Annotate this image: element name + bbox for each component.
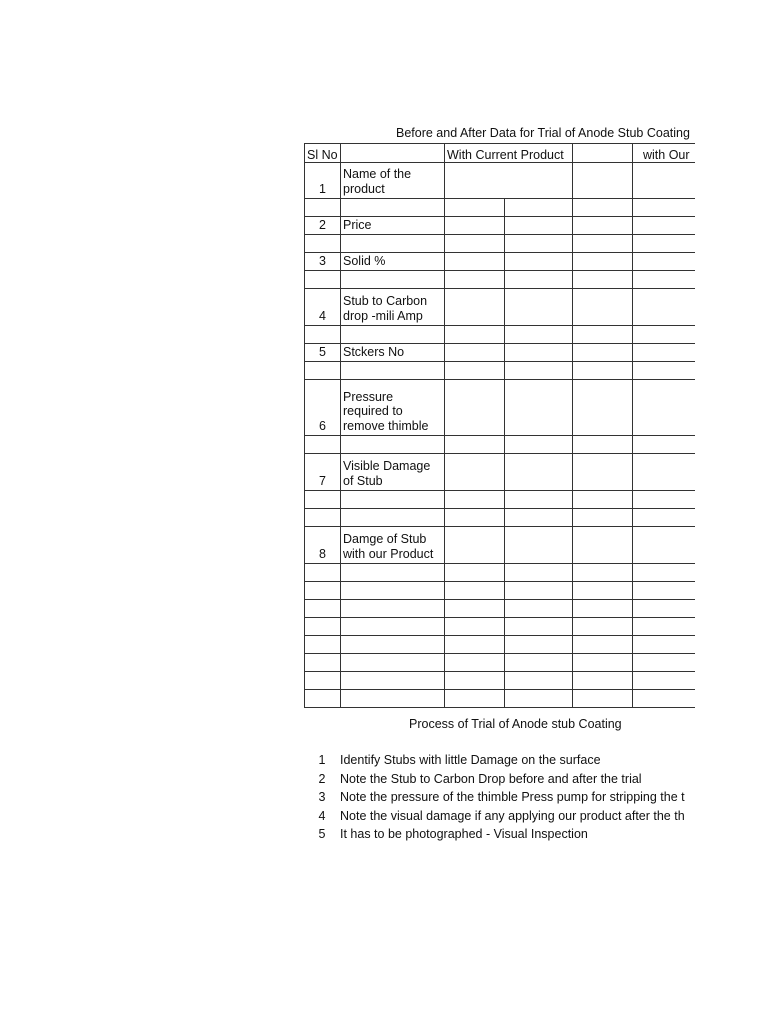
table-row bbox=[305, 253, 696, 271]
process-title: Process of Trial of Anode stub Coating bbox=[409, 717, 622, 731]
list-item bbox=[304, 788, 695, 807]
row-number: 1 bbox=[305, 163, 341, 199]
table-row bbox=[305, 163, 696, 199]
row-label: Damge of Stub with our Product bbox=[341, 527, 445, 564]
row-number: 4 bbox=[305, 289, 341, 326]
table-row bbox=[305, 454, 696, 491]
header-sl-no: Sl No bbox=[305, 144, 341, 163]
row-number: 6 bbox=[305, 380, 341, 436]
table-row bbox=[305, 380, 696, 436]
trial-table bbox=[304, 143, 695, 708]
step-text: Note the pressure of the thimble Press pump for stripping the t bbox=[340, 790, 685, 804]
step-text: It has to be photographed - Visual Inspection bbox=[340, 827, 588, 841]
table-row bbox=[305, 527, 696, 564]
list-item bbox=[304, 825, 695, 844]
process-steps bbox=[304, 751, 695, 844]
row-label: Visible Damage of Stub bbox=[341, 454, 445, 491]
header-row bbox=[305, 144, 696, 163]
step-number: 3 bbox=[318, 790, 326, 804]
header-our-product: with Our bbox=[633, 144, 696, 163]
table-row bbox=[305, 217, 696, 235]
row-label: Solid % bbox=[341, 253, 445, 271]
row-label: Price bbox=[341, 217, 445, 235]
sheet-title: Before and After Data for Trial of Anode Stub Coating bbox=[396, 126, 690, 140]
row-number: 7 bbox=[305, 454, 341, 491]
step-number: 1 bbox=[318, 753, 326, 767]
row-label: Stckers No bbox=[341, 344, 445, 362]
row-number: 8 bbox=[305, 527, 341, 564]
table-row bbox=[305, 289, 696, 326]
list-item bbox=[304, 807, 695, 826]
data-sheet bbox=[304, 124, 695, 708]
row-number: 2 bbox=[305, 217, 341, 235]
step-text: Note the visual damage if any applying our product after the th bbox=[340, 808, 685, 823]
step-text: Identify Stubs with little Damage on the surface bbox=[340, 753, 601, 767]
header-current-product: With Current Product bbox=[445, 144, 573, 163]
step-number: 5 bbox=[318, 827, 326, 841]
step-number: 4 bbox=[318, 808, 326, 823]
row-label: Stub to Carbon drop -mili Amp bbox=[341, 289, 445, 326]
step-text: Note the Stub to Carbon Drop before and after the trial bbox=[340, 771, 642, 786]
row-number: 5 bbox=[305, 344, 341, 362]
table-row bbox=[305, 344, 696, 362]
row-number: 3 bbox=[305, 253, 341, 271]
list-item bbox=[304, 751, 695, 770]
row-label: Pressure required to remove thimble bbox=[341, 380, 445, 436]
step-number: 2 bbox=[318, 771, 326, 786]
list-item bbox=[304, 770, 695, 789]
row-label: Name of the product bbox=[341, 163, 445, 199]
